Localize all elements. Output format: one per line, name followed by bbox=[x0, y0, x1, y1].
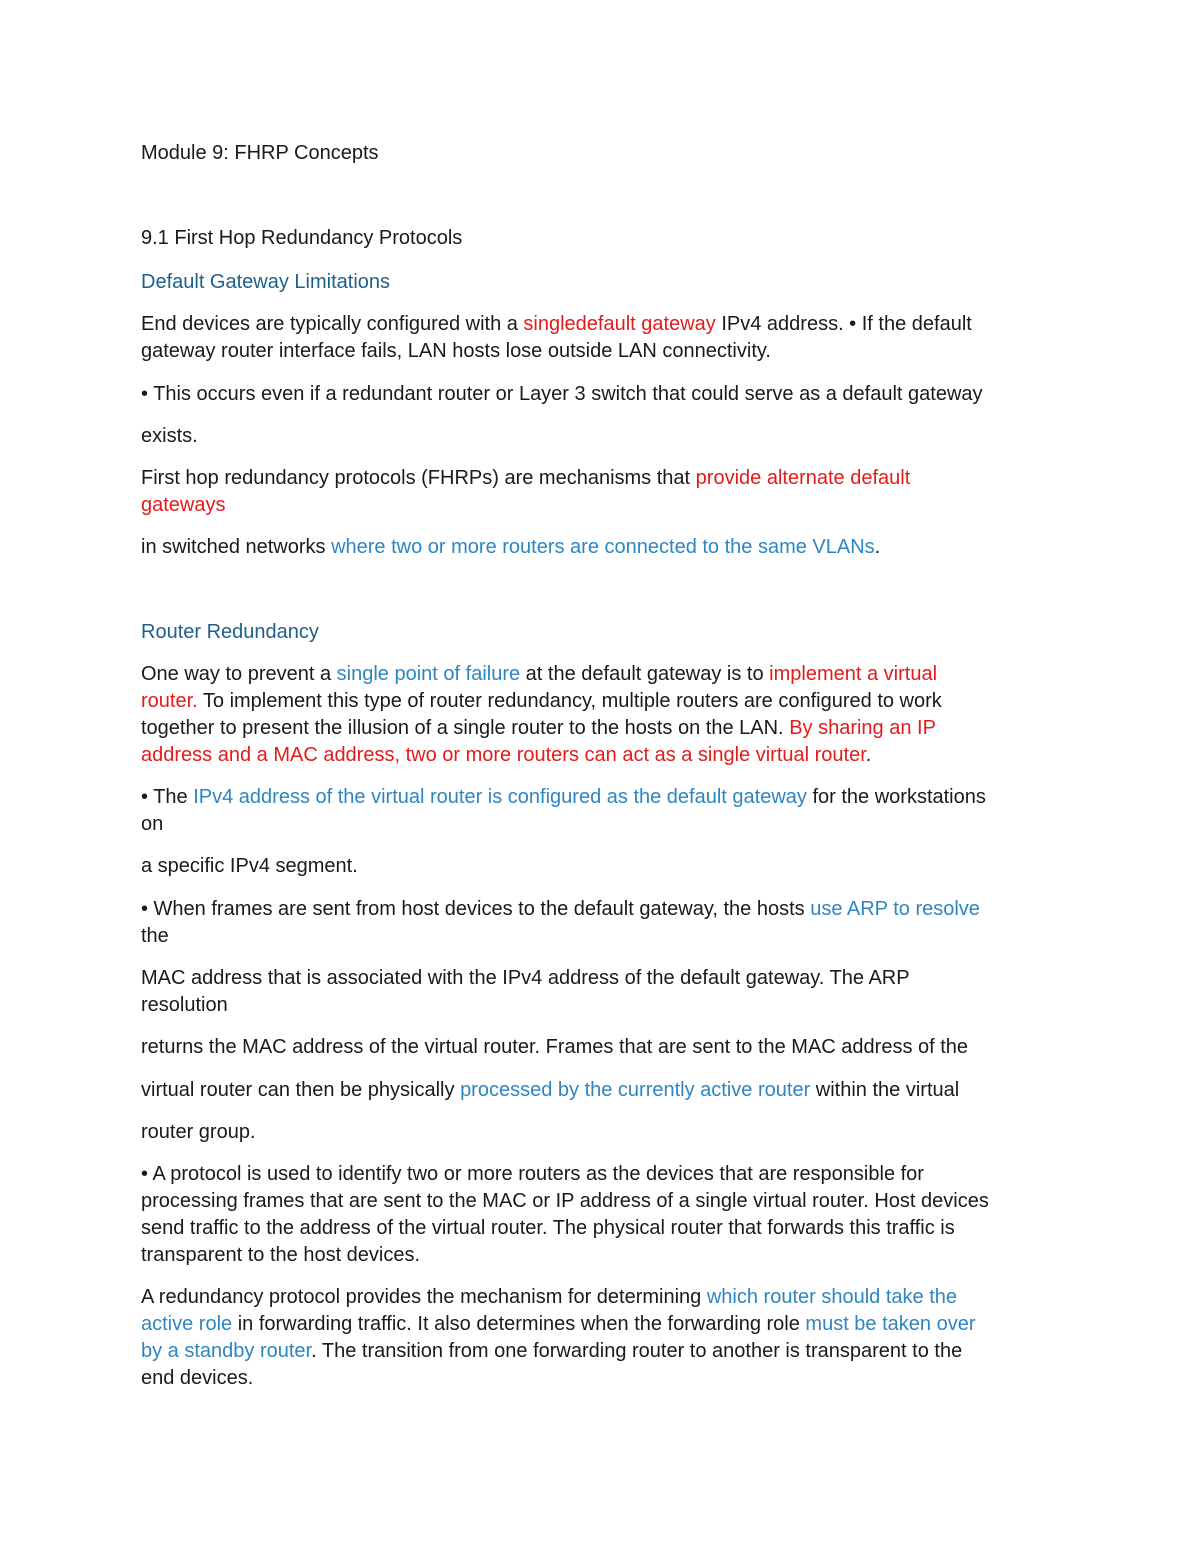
subheading-default-gateway-limitations: Default Gateway Limitations bbox=[141, 271, 391, 293]
highlight-red: gateways bbox=[141, 494, 226, 516]
text-line bbox=[141, 661, 937, 688]
text: A redundancy protocol provides the mechanism for determining bbox=[141, 1286, 707, 1308]
text-line: transparent to the host devices. bbox=[141, 1244, 421, 1266]
highlight-blue: active role bbox=[141, 1313, 233, 1335]
text: • When frames are sent from host devices to the default gateway, the hosts bbox=[141, 898, 811, 920]
text-line: router group. bbox=[141, 1121, 256, 1143]
text-line: gateway router interface fails, LAN hosts lose outside LAN connectivity. bbox=[141, 340, 771, 362]
text-line: • A protocol is used to identify two or more routers as the devices that are responsible for bbox=[141, 1163, 924, 1185]
text: in switched networks bbox=[141, 536, 332, 558]
subheading-router-redundancy: Router Redundancy bbox=[141, 621, 319, 643]
text-line: exists. bbox=[141, 425, 198, 447]
text: together to present the illusion of a single router to the hosts on the LAN. bbox=[141, 717, 790, 739]
text-line: the bbox=[141, 925, 169, 947]
text-line: MAC address that is associated with the IPv4 address of the default gateway. The ARP bbox=[141, 967, 910, 989]
text: . The transition from one forwarding router to another is transparent to the bbox=[311, 1340, 963, 1362]
module-title: Module 9: FHRP Concepts bbox=[141, 142, 379, 164]
text-line: a specific IPv4 segment. bbox=[141, 855, 358, 877]
text: for the workstations bbox=[806, 786, 986, 808]
text: . bbox=[874, 536, 881, 558]
text-line bbox=[141, 465, 910, 492]
text: IPv4 address. • If the default bbox=[715, 313, 972, 335]
highlight-blue: single point of failure bbox=[336, 663, 521, 685]
text-line bbox=[141, 688, 942, 715]
text-line bbox=[141, 1311, 976, 1338]
text-line bbox=[141, 1338, 962, 1365]
text: . bbox=[865, 744, 872, 766]
highlight-red: singledefault gateway bbox=[523, 313, 716, 335]
highlight-red: By sharing an IP bbox=[789, 717, 936, 739]
text: virtual router can then be physically bbox=[141, 1079, 461, 1101]
text-line: resolution bbox=[141, 994, 228, 1016]
text-line bbox=[141, 1284, 957, 1311]
text-line: processing frames that are sent to the MAC or IP address of a single virtual router. Host devices bbox=[141, 1190, 989, 1212]
text: End devices are typically configured with a bbox=[141, 313, 524, 335]
highlight-red: address and a MAC address, two or more routers can act as a single virtual router bbox=[141, 744, 866, 766]
text-line: on bbox=[141, 813, 164, 835]
highlight-blue: which router should take the bbox=[706, 1286, 958, 1308]
text: in forwarding traffic. It also determines when the forwarding role bbox=[232, 1313, 806, 1335]
text: • The bbox=[141, 786, 194, 808]
text-line: send traffic to the address of the virtual router. The physical router that forwards this traffic is bbox=[141, 1217, 955, 1239]
highlight-red: router. bbox=[141, 690, 198, 712]
highlight-blue: use ARP to resolve bbox=[810, 898, 980, 920]
highlight-red: implement a virtual bbox=[769, 663, 938, 685]
text-line bbox=[141, 311, 972, 338]
section-heading: 9.1 First Hop Redundancy Protocols bbox=[141, 227, 463, 249]
text: First hop redundancy protocols (FHRPs) are mechanisms that bbox=[141, 467, 696, 489]
highlight-blue: processed by the currently active router bbox=[460, 1079, 811, 1101]
bullet-redundant-router: • This occurs even if a redundant router or Layer 3 switch that could serve as a default gateway bbox=[141, 383, 983, 405]
text-line bbox=[141, 784, 986, 811]
text-line bbox=[141, 715, 936, 742]
text-line bbox=[141, 742, 871, 769]
paragraph-switched-networks bbox=[141, 534, 880, 561]
text-line: end devices. bbox=[141, 1367, 254, 1389]
text-line: returns the MAC address of the virtual router. Frames that are sent to the MAC address of the bbox=[141, 1036, 969, 1058]
text-line bbox=[141, 896, 980, 923]
highlight-blue: by a standby router bbox=[141, 1340, 312, 1362]
text: at the default gateway is to bbox=[520, 663, 770, 685]
text-line bbox=[141, 1077, 959, 1104]
text: One way to prevent a bbox=[141, 663, 337, 685]
highlight-blue: IPv4 address of the virtual router is configured as the default gateway bbox=[193, 786, 807, 808]
highlight-red: provide alternate default bbox=[695, 467, 911, 489]
highlight-blue: where two or more routers are connected to the same VLANs bbox=[331, 536, 875, 558]
text: To implement this type of router redundancy, multiple routers are configured to work bbox=[197, 690, 942, 712]
text: within the virtual bbox=[810, 1079, 960, 1101]
highlight-blue: must be taken over bbox=[805, 1313, 976, 1335]
